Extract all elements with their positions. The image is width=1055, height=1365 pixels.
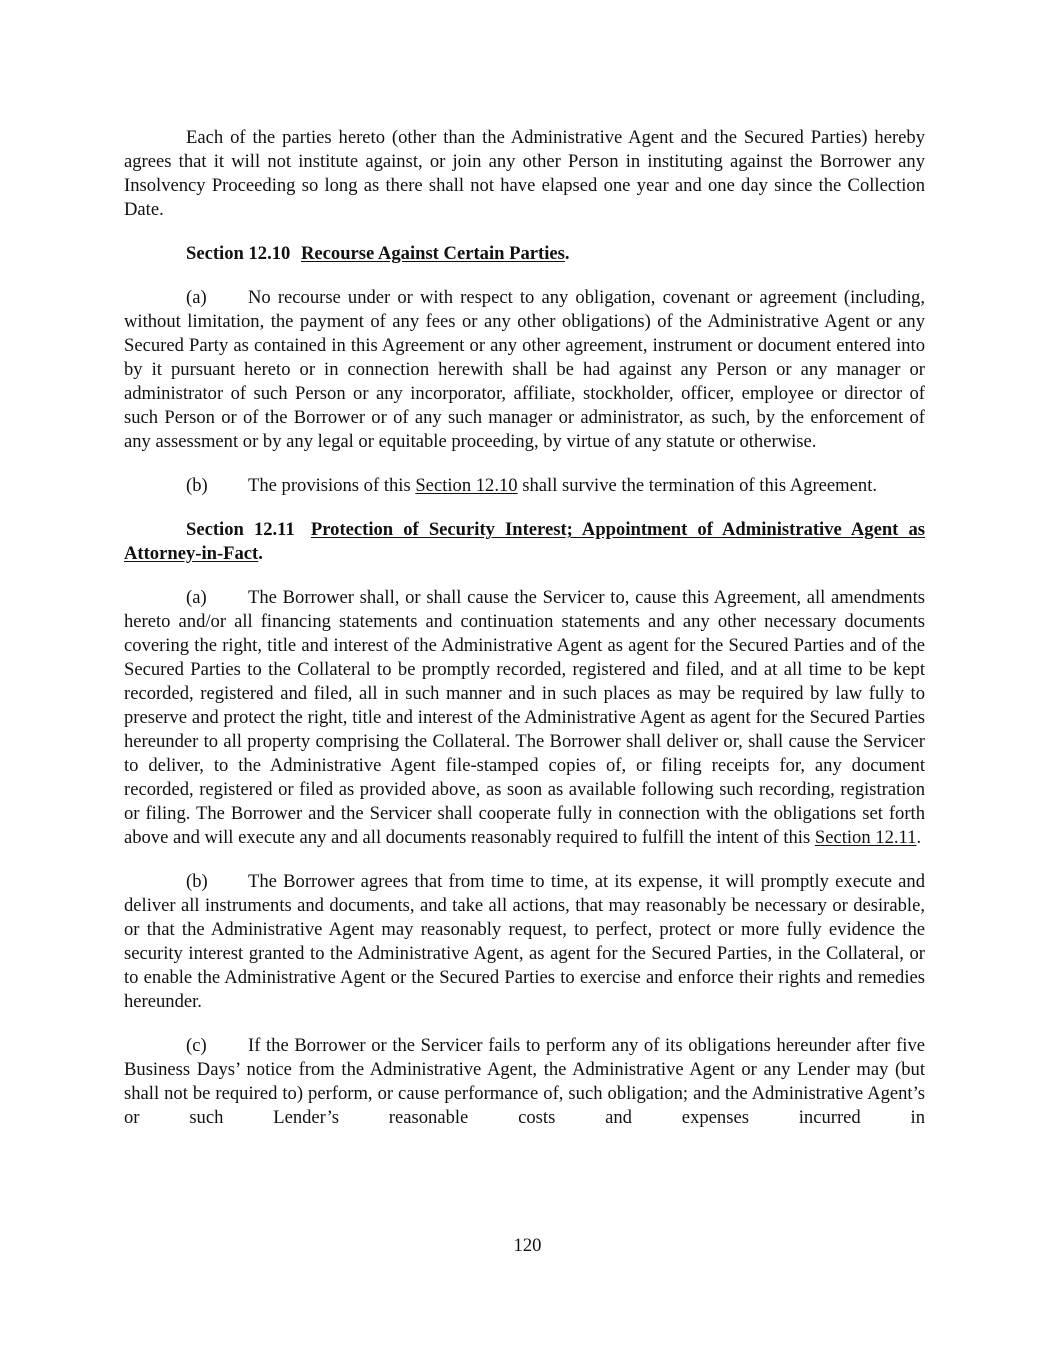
section-reference: Section 12.11 <box>814 827 917 848</box>
section-title: Recourse Against Certain Parties <box>300 243 565 264</box>
clause-label: (a) <box>186 587 207 608</box>
section-title-period: . <box>564 243 570 264</box>
paragraph-12-11-c <box>124 1034 925 1130</box>
clause-text-end: shall survive the termination of this Agreement. <box>517 475 878 496</box>
section-number: Section 12.10 <box>186 243 291 264</box>
section-heading-12-10 <box>124 242 925 266</box>
section-reference: Section 12.10 <box>415 475 518 496</box>
clause-text-end: . <box>916 827 922 848</box>
clause-text: The Borrower agrees that from time to time, at its expense, it will promptly execute and deliver all instruments and documents, and take all actions, that may reasonably be necessary or desirable, or that the Administrative Agent may reasonably request, to perfect, protect or more fully evidence the security interest granted to the Administrative Agent, as agent for the Secured Parties, in the Collateral, or to enable the Administrative Agent or the Secured Parties to exercise and enforce their rights and remedies hereunder. <box>124 871 925 1012</box>
section-title: Protection of Security Interest; Appointment of Administrative Agent as Attorney-in-Fact <box>124 519 925 564</box>
section-number: Section 12.11 <box>186 519 295 540</box>
paragraph-12-11-a <box>124 586 925 850</box>
clause-label: (a) <box>186 287 207 308</box>
clause-label: (b) <box>186 871 208 892</box>
paragraph-12-10-a <box>124 286 925 454</box>
section-heading-12-11 <box>124 518 925 566</box>
clause-label: (b) <box>186 475 208 496</box>
clause-text: The Borrower shall, or shall cause the Servicer to, cause this Agreement, all amendments hereto and/or all financing statements and continuation statements and any other necessary documents covering the right, title and interest of the Administrative Agent as agent for the Secured Parties and of the Secured Parties to the Collateral to be promptly recorded, registered and filed, and at all time to be kept recorded, registered and filed, all in such manner and in such places as may be required by law fully to preserve and protect the right, title and interest of the Administrative Agent as agent for the Secured Parties hereunder to all property comprising the Collateral. The Borrower shall deliver or, shall cause the Servicer to deliver, to the Administrative Agent file-stamped copies of, or filing receipts for, any document recorded, registered or filed as provided above, as soon as available following such recording, registration or filing. The Borrower and the Servicer shall cooperate fully in connection with the obligations set forth above and will execute any and all documents reasonably required to fulfill the intent of this <box>124 587 925 848</box>
clause-text: If the Borrower or the Servicer fails to perform any of its obligations hereunder after five Business Days’ notice from the Administrative Agent, the Administrative Agent or any Lender may (but shall not be required to) perform, or cause performance of, such obligation; and the Administrative Agent’s or such Lender’s reasonable costs and expenses incurred in <box>124 1035 925 1128</box>
clause-text: The provisions of this <box>248 475 416 496</box>
document-page <box>124 126 925 1130</box>
paragraph-12-10-b <box>124 474 925 498</box>
section-title-period: . <box>258 543 263 564</box>
clause-text: No recourse under or with respect to any obligation, covenant or agreement (including, without limitation, the payment of any fees or any other obligations) of the Administrative Agent or any Secured Party as contained in this Agreement or any other agreement, instrument or document entered into by it pursuant hereto or in connection herewith shall be had against any Person or any manager or administrator of such Person or any incorporator, affiliate, stockholder, officer, employee or director of such Person or of the Borrower or of any such manager or administrator, as such, by the enforcement of any assessment or by any legal or equitable proceeding, by virtue of any statute or otherwise. <box>124 287 925 452</box>
paragraph-non-petition: Each of the parties hereto (other than the Administrative Agent and the Secured Parties) hereby agrees that it will not institute against, or join any other Person in instituting against the Borrower any Insolvency Proceeding so long as there shall not have elapsed one year and one day since the Collection Date. <box>124 127 925 220</box>
page-number: 120 <box>513 1235 542 1256</box>
clause-label: (c) <box>186 1035 207 1056</box>
paragraph-12-11-b <box>124 870 925 1014</box>
